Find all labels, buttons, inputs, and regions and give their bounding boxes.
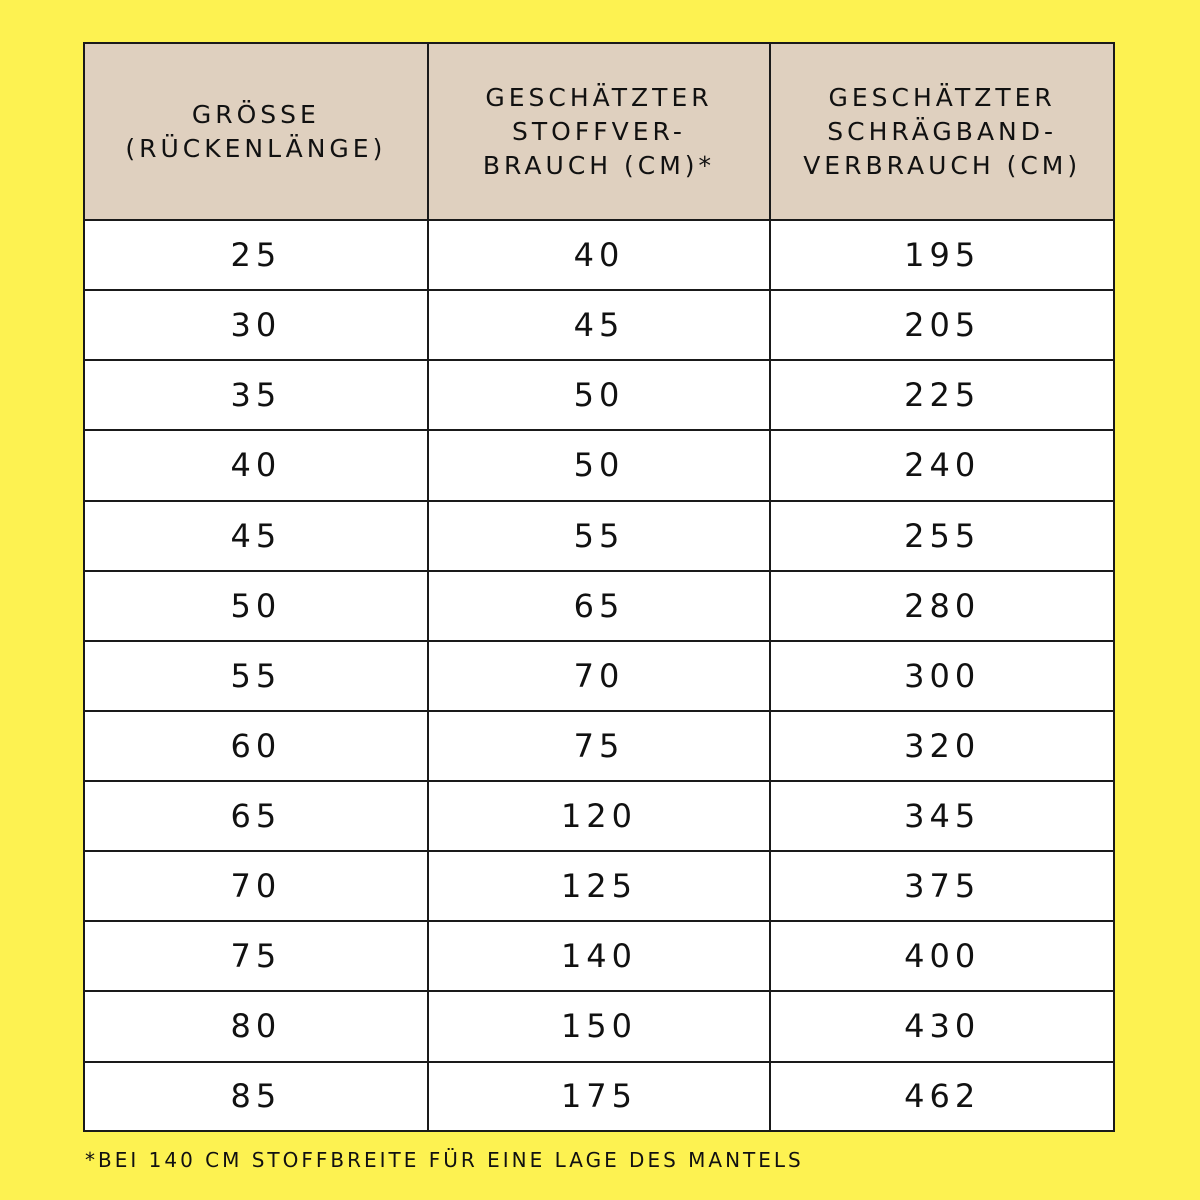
header-line: GRÖSSE bbox=[191, 99, 320, 129]
table-cell: 205 bbox=[770, 290, 1113, 360]
table-cell: 55 bbox=[428, 501, 771, 571]
table-cell: 30 bbox=[85, 290, 428, 360]
table-cell: 175 bbox=[428, 1062, 771, 1131]
table-cell: 240 bbox=[770, 430, 1113, 500]
table-cell: 150 bbox=[428, 991, 771, 1061]
table-cell: 375 bbox=[770, 851, 1113, 921]
table-cell: 55 bbox=[85, 641, 428, 711]
table-cell: 75 bbox=[85, 921, 428, 991]
table-row bbox=[85, 220, 1113, 290]
table-cell: 125 bbox=[428, 851, 771, 921]
table-cell: 320 bbox=[770, 711, 1113, 781]
header-line: (RÜCKENLÄNGE) bbox=[125, 133, 387, 163]
table-row bbox=[85, 851, 1113, 921]
table-cell: 462 bbox=[904, 1077, 981, 1116]
header-line: BRAUCH (CM)* bbox=[482, 150, 716, 180]
table-cell: 35 bbox=[85, 360, 428, 430]
table-cell: 65 bbox=[428, 571, 771, 641]
table-row bbox=[85, 501, 1113, 571]
table-cell: 50 bbox=[428, 430, 771, 500]
table-cell: 225 bbox=[770, 360, 1113, 430]
table-row bbox=[85, 360, 1113, 430]
table-cell: 80 bbox=[85, 991, 428, 1061]
table-cell: 45 bbox=[85, 501, 428, 571]
table-cell: 280 bbox=[770, 571, 1113, 641]
header-bias-tape bbox=[770, 44, 1113, 220]
footnote: *BEI 140 CM STOFFBREITE FÜR EINE LAGE DES MANTELS bbox=[85, 1148, 804, 1172]
header-line: VERBRAUCH (CM) bbox=[803, 150, 1082, 180]
header-line: SCHRÄGBAND- bbox=[827, 116, 1058, 146]
size-table-container bbox=[83, 42, 1115, 1132]
table-cell: 345 bbox=[770, 781, 1113, 851]
table-row bbox=[85, 571, 1113, 641]
table-body bbox=[85, 220, 1113, 1130]
header-size bbox=[85, 44, 428, 220]
table-cell: 120 bbox=[428, 781, 771, 851]
table-cell: 70 bbox=[428, 641, 771, 711]
table-cell: 75 bbox=[428, 711, 771, 781]
table-row bbox=[85, 290, 1113, 360]
header-row bbox=[85, 44, 1113, 220]
size-table bbox=[85, 44, 1113, 1130]
header-line: GESCHÄTZTER bbox=[828, 82, 1056, 112]
table-cell: 195 bbox=[770, 220, 1113, 290]
header-fabric bbox=[428, 44, 771, 220]
table-cell: 40 bbox=[428, 220, 771, 290]
table-cell: 40 bbox=[85, 430, 428, 500]
table-row bbox=[85, 430, 1113, 500]
table-cell: 65 bbox=[85, 781, 428, 851]
table-row bbox=[85, 1062, 1113, 1131]
table-cell: 70 bbox=[85, 851, 428, 921]
table-cell: 255 bbox=[770, 501, 1113, 571]
table-cell: 85 bbox=[85, 1062, 428, 1131]
table-cell: 300 bbox=[770, 641, 1113, 711]
table-cell: 400 bbox=[770, 921, 1113, 991]
table-row bbox=[85, 921, 1113, 991]
table-row bbox=[85, 641, 1113, 711]
table-row bbox=[85, 711, 1113, 781]
table-cell: 50 bbox=[428, 360, 771, 430]
table-cell: 45 bbox=[428, 290, 771, 360]
table-cell: 430 bbox=[770, 991, 1113, 1061]
header-line: GESCHÄTZTER bbox=[485, 82, 713, 112]
header-line: STOFFVER- bbox=[512, 116, 686, 146]
table-cell: 60 bbox=[85, 711, 428, 781]
table-cell: 140 bbox=[428, 921, 771, 991]
table-cell: 25 bbox=[85, 220, 428, 290]
table-cell: 50 bbox=[85, 571, 428, 641]
table-row bbox=[85, 781, 1113, 851]
table-row bbox=[85, 991, 1113, 1061]
